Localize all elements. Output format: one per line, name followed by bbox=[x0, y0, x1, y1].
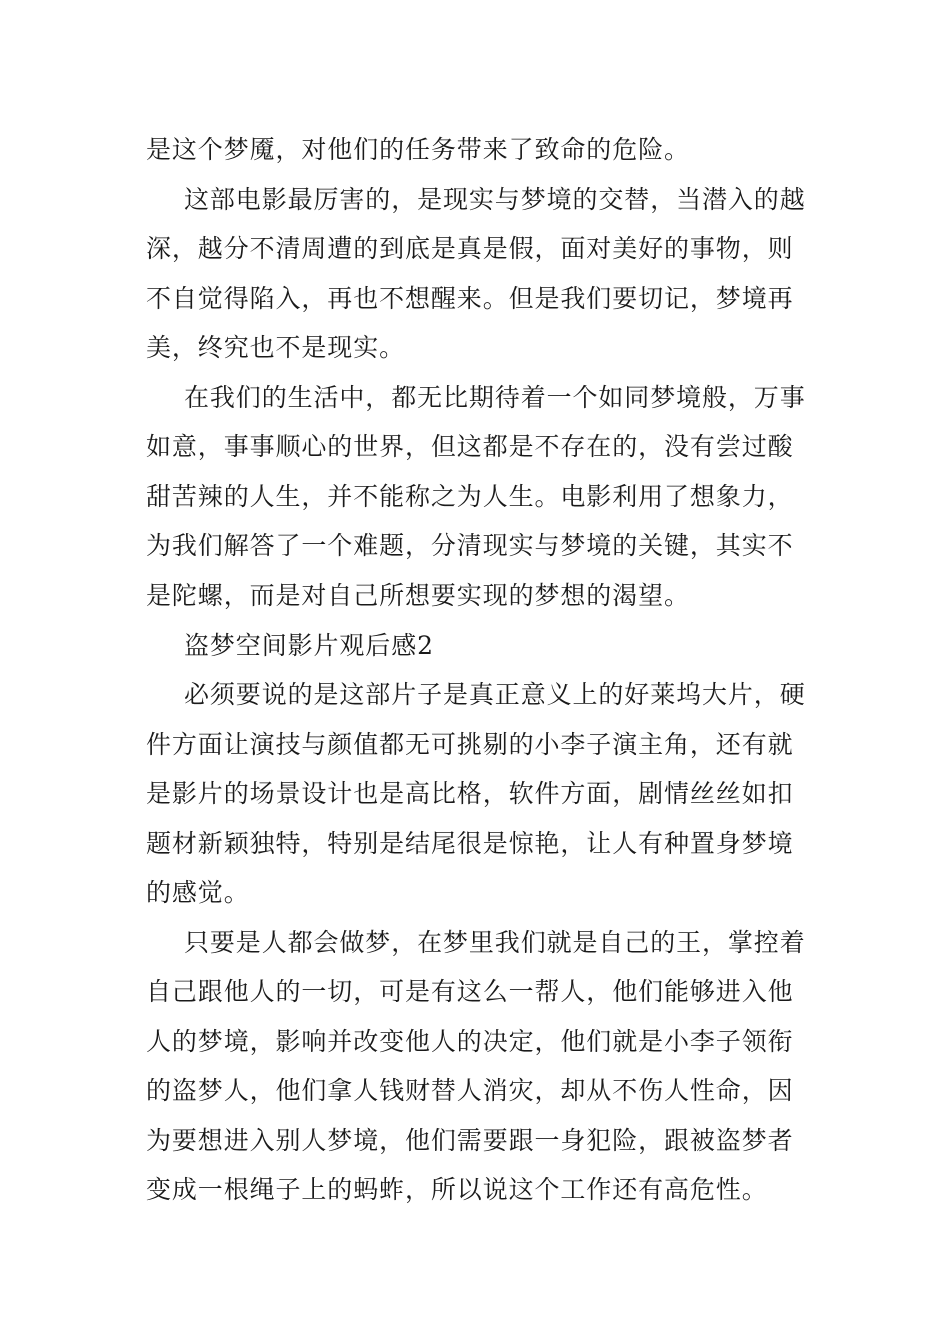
section-heading: 盗梦空间影片观后感2 bbox=[184, 631, 434, 660]
text-line: 自己跟他人的一切，可是有这么一帮人，他们能够进入他 bbox=[146, 977, 794, 1006]
paragraph-start-line: 只要是人都会做梦，在梦里我们就是自己的王，掌控着 bbox=[184, 928, 806, 957]
text-line: 为要想进入别人梦境，他们需要跟一身犯险，跟被盗梦者 bbox=[146, 1126, 794, 1155]
text-line: 题材新颖独特，特别是结尾很是惊艳，让人有种置身梦境 bbox=[146, 829, 794, 858]
text-line: 不自觉得陷入，再也不想醒来。但是我们要切记，梦境再 bbox=[146, 284, 794, 313]
paragraph-start-line: 在我们的生活中，都无比期待着一个如同梦境般，万事 bbox=[184, 383, 806, 412]
text-line: 是这个梦魇，对他们的任务带来了致命的危险。 bbox=[146, 135, 690, 164]
text-line: 为我们解答了一个难题，分清现实与梦境的关键，其实不 bbox=[146, 531, 794, 560]
text-line: 是陀螺，而是对自己所想要实现的梦想的渴望。 bbox=[146, 581, 690, 610]
text-line: 如意，事事顺心的世界，但这都是不存在的，没有尝过酸 bbox=[146, 432, 794, 461]
text-line: 变成一根绳子上的蚂蚱，所以说这个工作还有高危性。 bbox=[146, 1175, 768, 1204]
text-line: 的感觉。 bbox=[146, 878, 250, 907]
text-line: 的盗梦人，他们拿人钱财替人消灾，却从不伤人性命，因 bbox=[146, 1076, 794, 1105]
text-line: 人的梦境，影响并改变他人的决定，他们就是小李子领衔 bbox=[146, 1027, 794, 1056]
paragraph-start-line: 这部电影最厉害的，是现实与梦境的交替，当潜入的越 bbox=[184, 185, 806, 214]
text-line: 件方面让演技与颜值都无可挑剔的小李子演主角，还有就 bbox=[146, 730, 794, 759]
paragraph-start-line: 必须要说的是这部片子是真正意义上的好莱坞大片，硬 bbox=[184, 680, 806, 709]
text-line: 甜苦辣的人生，并不能称之为人生。电影利用了想象力， bbox=[146, 482, 794, 511]
text-line: 美，终究也不是现实。 bbox=[146, 333, 406, 362]
text-line: 深，越分不清周遭的到底是真是假，面对美好的事物，则 bbox=[146, 234, 794, 263]
text-line: 是影片的场景设计也是高比格，软件方面，剧情丝丝如扣 bbox=[146, 779, 794, 808]
